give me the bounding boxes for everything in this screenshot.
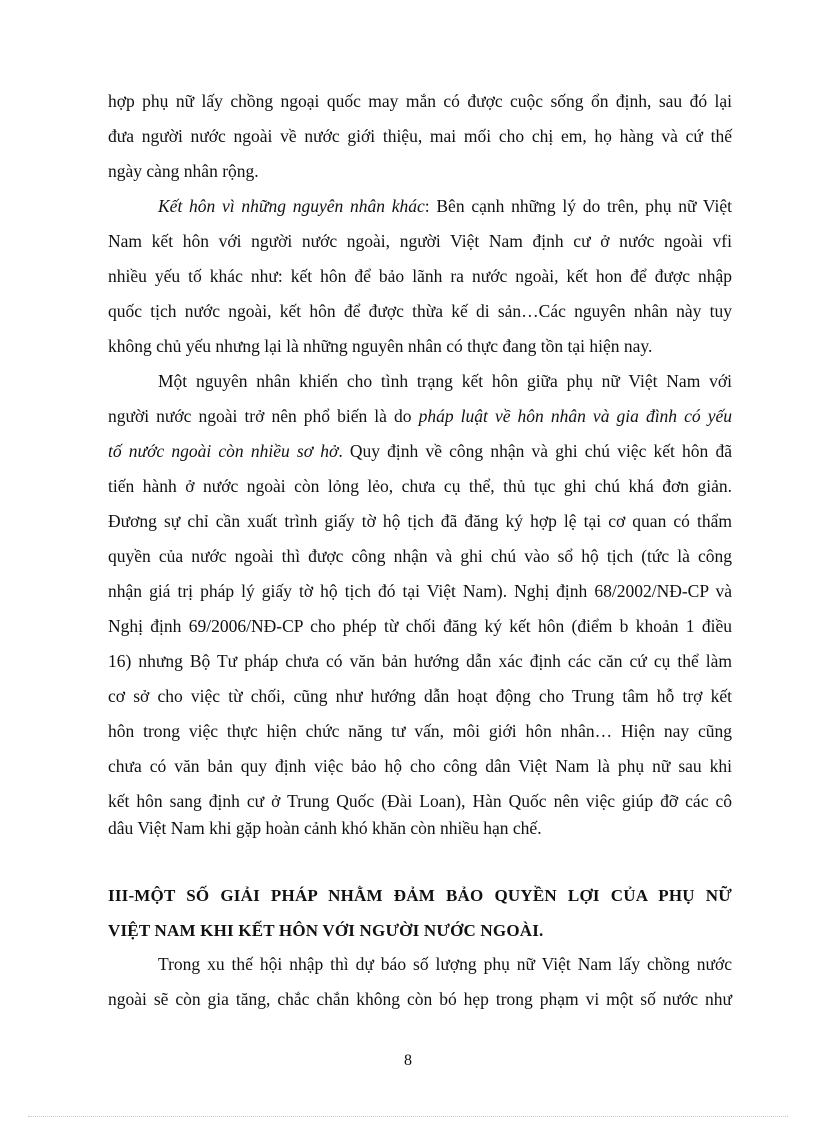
paragraph-3-line-12: chưa có văn bản quy định việc bảo hộ cho công dân Việt Nam là phụ nữ sau khi <box>108 756 732 776</box>
paragraph-3-line-3 <box>108 439 732 463</box>
paragraph-1-line-1: hợp phụ nữ lấy chồng ngoại quốc may mắn có được cuộc sống ổn định, sau đó lại <box>108 91 732 111</box>
paragraph-3-line-7: nhận giá trị pháp lý giấy tờ hộ tịch đó tại Việt Nam). Nghị định 68/2002/NĐ-CP và <box>108 581 732 601</box>
paragraph-3-line-2-plain: người nước ngoài trở nên phổ biến là do <box>108 406 419 426</box>
paragraph-3-line-1: Một nguyên nhân khiến cho tình trạng kết hôn giữa phụ nữ Việt Nam với <box>158 371 732 391</box>
paragraph-3-line-6: quyền của nước ngoài thì được công nhận và ghi chú vào sổ hộ tịch (tức là công <box>108 546 732 566</box>
paragraph-2-line-3: nhiều yếu tố khác như: kết hôn để bảo lãnh ra nước ngoài, kết hon để được nhập <box>108 266 732 286</box>
paragraph-4-line-1: Trong xu thế hội nhập thì dự báo số lượng phụ nữ Việt Nam lấy chồng nước <box>158 954 732 974</box>
paragraph-2-line-2: Nam kết hôn với người nước ngoài, người Việt Nam định cư ở nước ngoài vfi <box>108 231 732 251</box>
paragraph-2-line-1-rest: : Bên cạnh những lý do trên, phụ nữ Việt <box>424 196 733 216</box>
paragraph-2-line-4: quốc tịch nước ngoài, kết hôn để được thừa kế di sản…Các nguyên nhân này tuy <box>108 301 732 321</box>
paragraph-3-line-10: cơ sở cho việc từ chối, cũng như hướng dẫn hoạt động cho Trung tâm hỗ trợ kết <box>108 686 732 706</box>
paragraph-3-line-14: dâu Việt Nam khi gặp hoàn cảnh khó khăn còn nhiều hạn chế. <box>108 818 542 838</box>
paragraph-2-line-1 <box>158 194 732 218</box>
paragraph-3-line-5: Đương sự chỉ cần xuất trình giấy tờ hộ tịch đã đăng ký hợp lệ tại cơ quan có thẩm <box>108 511 732 531</box>
paragraph-3-line-4: tiến hành ở nước ngoài còn lỏng lẻo, chưa cụ thể, thủ tục ghi chú khá đơn giản. <box>108 476 732 496</box>
paragraph-2-italic-lead: Kết hôn vì những nguyên nhân khác <box>158 196 425 216</box>
paragraph-3-line-3-italic: tố nước ngoài còn nhiều sơ hở <box>108 441 339 461</box>
paragraph-4-line-2: ngoài sẽ còn gia tăng, chắc chắn không còn bó hẹp trong phạm vi một số nước như <box>108 989 732 1009</box>
page-bottom-divider <box>28 1116 788 1117</box>
paragraph-1-line-2: đưa người nước ngoài về nước giới thiệu, mai mối cho chị em, họ hàng và cứ thế <box>108 126 732 146</box>
paragraph-3-line-2-italic: pháp luật về hôn nhân và gia đình có yếu <box>418 406 732 426</box>
paragraph-3-line-11: hôn trong việc thực hiện chức năng tư vấn, môi giới hôn nhân… Hiện nay cũng <box>108 721 732 741</box>
paragraph-2-line-5: không chủ yếu nhưng lại là những nguyên nhân có thực đang tồn tại hiện nay. <box>108 336 653 356</box>
section-heading-line-1: III-MỘT SỐ GIẢI PHÁP NHẰM ĐẢM BẢO QUYỀN LỢI CỦA PHỤ NỮ <box>108 886 732 905</box>
paragraph-1-line-3: ngày càng nhân rộng. <box>108 161 259 181</box>
paragraph-3-line-2 <box>108 404 732 428</box>
paragraph-3-line-9: 16) nhưng Bộ Tư pháp chưa có văn bản hướng dẫn xác định các căn cứ cụ thể làm <box>108 651 732 671</box>
paragraph-3-line-13: kết hôn sang định cư ở Trung Quốc (Đài Loan), Hàn Quốc nên việc giúp đỡ các cô <box>108 791 732 811</box>
section-heading-line-2: VIỆT NAM KHI KẾT HÔN VỚI NGƯỜI NƯỚC NGOÀI. <box>108 921 544 940</box>
page-number: 8 <box>404 1052 412 1069</box>
paragraph-3-line-8: Nghị định 69/2006/NĐ-CP cho phép từ chối đăng ký kết hôn (điểm b khoản 1 điều <box>108 616 732 636</box>
paragraph-3-line-3-rest: . Quy định về công nhận và ghi chú việc kết hôn đã <box>338 441 733 461</box>
